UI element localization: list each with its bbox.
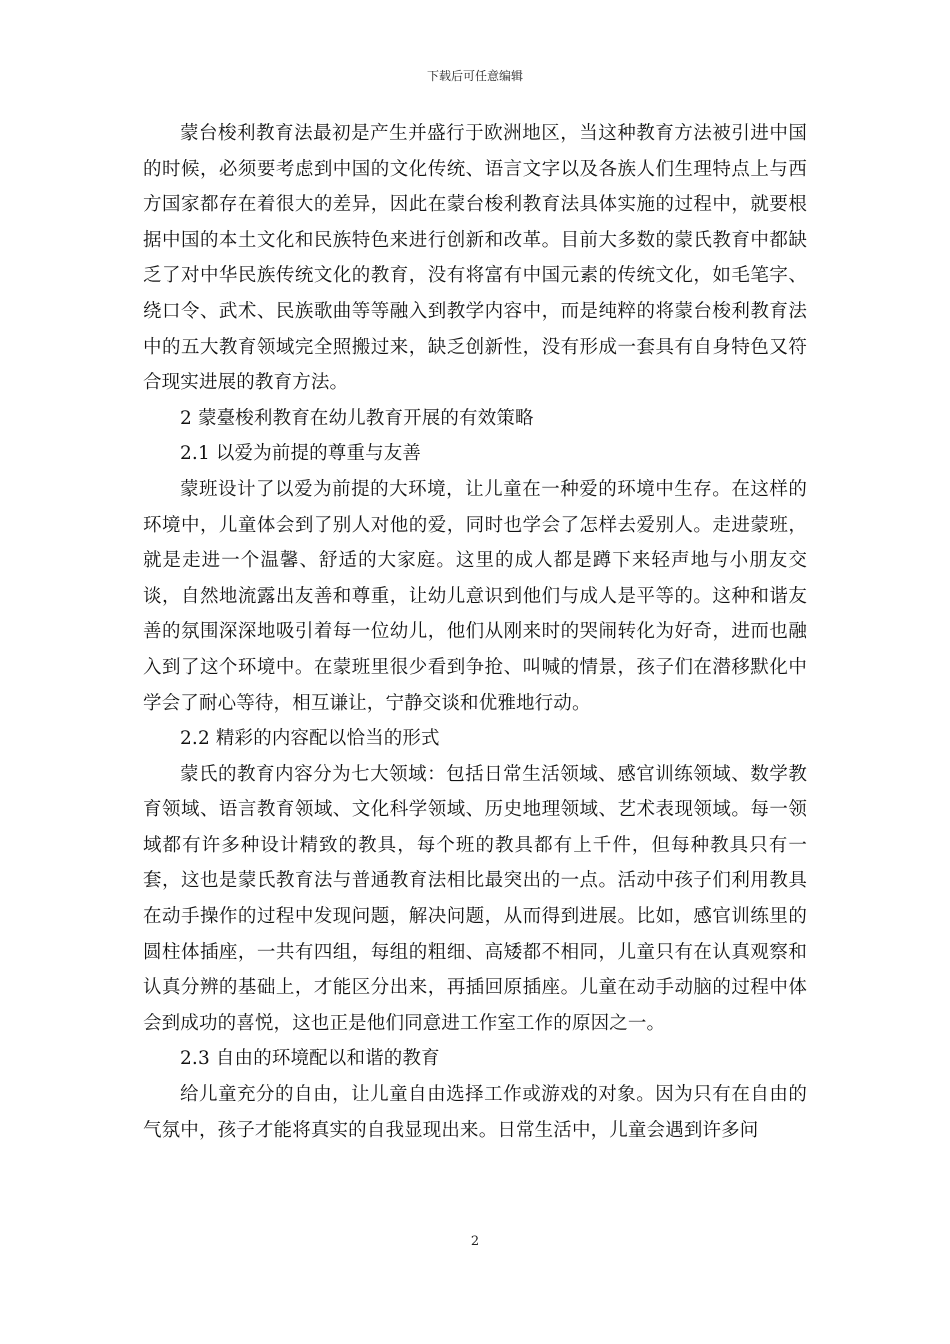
paragraph-2-1: 蒙班设计了以爱为前提的大环境，让儿童在一种爱的环境中生存。在这样的环境中，儿童体会到了别人对他的爱，同时也学会了怎样去爱别人。走进蒙班，就是走进一个温馨、舒适的大家庭。这里的成人都是蹲下来轻声地与小朋友交谈，自然地流露出友善和尊重，让幼儿意识到他们与成人是平等的。这种和谐友善的氛围深深地吸引着每一位幼儿，他们从刚来时的哭闹转化为好奇，进而也融入到了这个环境中。在蒙班里很少看到争抢、叫喊的情景，孩子们在潜移默化中学会了耐心等待，相互谦让，宁静交谈和优雅地行动。 <box>143 478 807 714</box>
paragraph-2-3: 给儿童充分的自由，让儿童自由选择工作或游戏的对象。因为只有在自由的气氛中，孩子才能将真实的自我显现出来。日常生活中，儿童会遇到许多问 <box>143 1084 807 1141</box>
paragraph-2-2: 蒙氏的教育内容分为七大领域：包括日常生活领域、感官训练领域、数学教育领域、语言教育领域、文化科学领域、历史地理领域、艺术表现领域。每一领域都有许多种设计精致的教具，每个班的教具都有上千件，但每种教具只有一套，这也是蒙氏教育法与普通教育法相比最突出的一点。活动中孩子们利用教具在动手操作的过程中发现问题，解决问题，从而得到进展。比如，感官训练里的圆柱体插座，一共有四组，每组的粗细、高矮都不相同，儿童只有在认真观察和认真分辨的基础上，才能区分出来，再插回原插座。儿童在动手动脑的过程中体会到成功的喜悦，这也正是他们同意进工作室工作的原因之一。 <box>143 763 807 1034</box>
document-body <box>143 116 807 1148</box>
subsection-heading-2-3: 2.3 自由的环境配以和谐的教育 <box>180 1048 440 1070</box>
page-number: 2 <box>470 1234 480 1249</box>
subsection-heading-2-1: 2.1 以爱为前提的尊重与友善 <box>180 443 422 465</box>
page-header: 下载后可任意编辑 <box>426 69 523 83</box>
paragraph-intro: 蒙台梭利教育法最初是产生并盛行于欧洲地区，当这种教育方法被引进中国的时候，必须要考虑到中国的文化传统、语言文字以及各族人们生理特点上与西方国家都存在着很大的差异，因此在蒙台梭利教育法具体实施的过程中，就要根据中国的本土文化和民族特色来进行创新和改革。目前大多数的蒙氏教育中都缺乏了对中华民族传统文化的教育，没有将富有中国元素的传统文化，如毛笔字、绕口令、武术、民族歌曲等等融入到教学内容中，而是纯粹的将蒙台梭利教育法中的五大教育领域完全照搬过来，缺乏创新性，没有形成一套具有自身特色又符合现实进展的教育方法。 <box>143 123 807 394</box>
subsection-heading-2-2: 2.2 精彩的内容配以恰当的形式 <box>180 728 440 750</box>
section-heading-2: 2 蒙臺梭利教育在幼儿教育开展的有效策略 <box>180 407 534 429</box>
